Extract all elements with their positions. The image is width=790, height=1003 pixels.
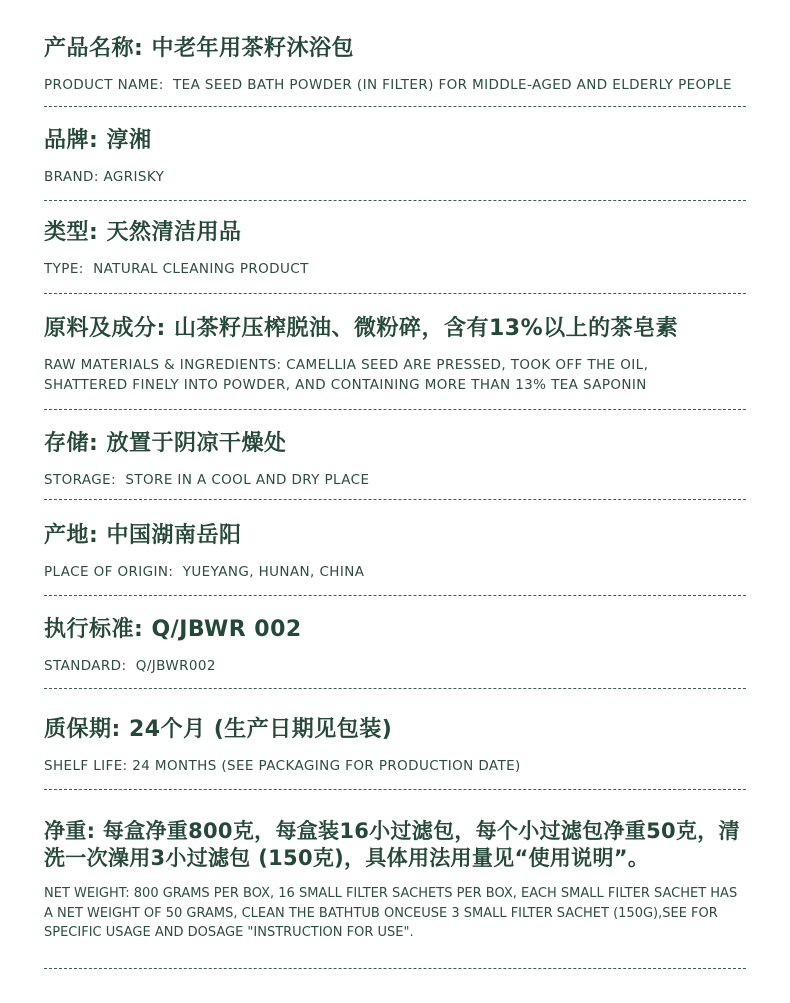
section-divider	[44, 688, 746, 689]
storage-heading-zh: 存储: 放置于阴凉干燥处	[44, 431, 287, 456]
type-section	[44, 219, 746, 279]
product-name-text-en: PRODUCT NAME: TEA SEED BATH POWDER (IN FILTER) FOR MIDDLE-AGED AND ELDERLY PEOPLE	[44, 77, 732, 93]
ingredients-text-en: RAW MATERIALS & INGREDIENTS: CAMELLIA SEED ARE PRESSED, TOOK OFF THE OIL, SHATTERED FINELY INTO POWDER, AND CONTAINING MORE THAN 13% TEA SAPONIN	[44, 357, 649, 393]
net-weight-section	[44, 818, 746, 943]
origin-section	[44, 522, 746, 582]
section-divider	[44, 499, 746, 500]
standard-section	[44, 616, 746, 676]
shelf-life-section	[44, 716, 746, 776]
section-divider	[44, 200, 746, 201]
storage-text-en: STORAGE: STORE IN A COOL AND DRY PLACE	[44, 472, 370, 488]
section-divider	[44, 789, 746, 790]
ingredients-heading-zh: 原料及成分: 山茶籽压榨脱油、微粉碎，含有13%以上的茶皂素	[44, 316, 679, 341]
net-weight-text-en: NET WEIGHT: 800 GRAMS PER BOX, 16 SMALL FILTER SACHETS PER BOX, EACH SMALL FILTER SACHET HAS A NET WEIGHT OF 50 GRAMS, CLEAN THE BATHTUB ONCEUSE 3 SMALL FILTER SACHET (150G),SEE FOR SPECIFIC USAGE AND DOSAGE "INSTRUCTION FOR USE".	[44, 886, 738, 940]
origin-heading-zh: 产地: 中国湖南岳阳	[44, 523, 242, 548]
storage-section	[44, 430, 746, 490]
standard-text-en: STANDARD: Q/JBWR002	[44, 658, 216, 674]
section-divider	[44, 409, 746, 410]
type-heading-zh: 类型: 天然清洁用品	[44, 220, 242, 245]
product-name-section	[44, 35, 746, 95]
origin-text-en: PLACE OF ORIGIN: YUEYANG, HUNAN, CHINA	[44, 564, 365, 580]
section-divider	[44, 293, 746, 294]
net-weight-heading-zh: 净重: 每盒净重800克，每盒装16小过滤包，每个小过滤包净重50克，清洗一次澡用3小过滤包 (150克)，具体用法用量见“使用说明”。	[44, 819, 740, 870]
section-divider	[44, 968, 746, 969]
shelf-life-text-en: SHELF LIFE: 24 MONTHS (SEE PACKAGING FOR PRODUCTION DATE)	[44, 758, 521, 774]
brand-heading-zh: 品牌: 淳湘	[44, 128, 152, 153]
section-divider	[44, 106, 746, 107]
standard-heading-zh: 执行标准: Q/JBWR 002	[44, 617, 302, 642]
ingredients-section	[44, 315, 746, 395]
brand-section	[44, 127, 746, 187]
type-text-en: TYPE: NATURAL CLEANING PRODUCT	[44, 261, 309, 277]
brand-text-en: BRAND: AGRISKY	[44, 169, 165, 185]
shelf-life-heading-zh: 质保期: 24个月 (生产日期见包装)	[44, 717, 393, 742]
product-name-heading-zh: 产品名称: 中老年用茶籽沐浴包	[44, 36, 354, 61]
section-divider	[44, 595, 746, 596]
